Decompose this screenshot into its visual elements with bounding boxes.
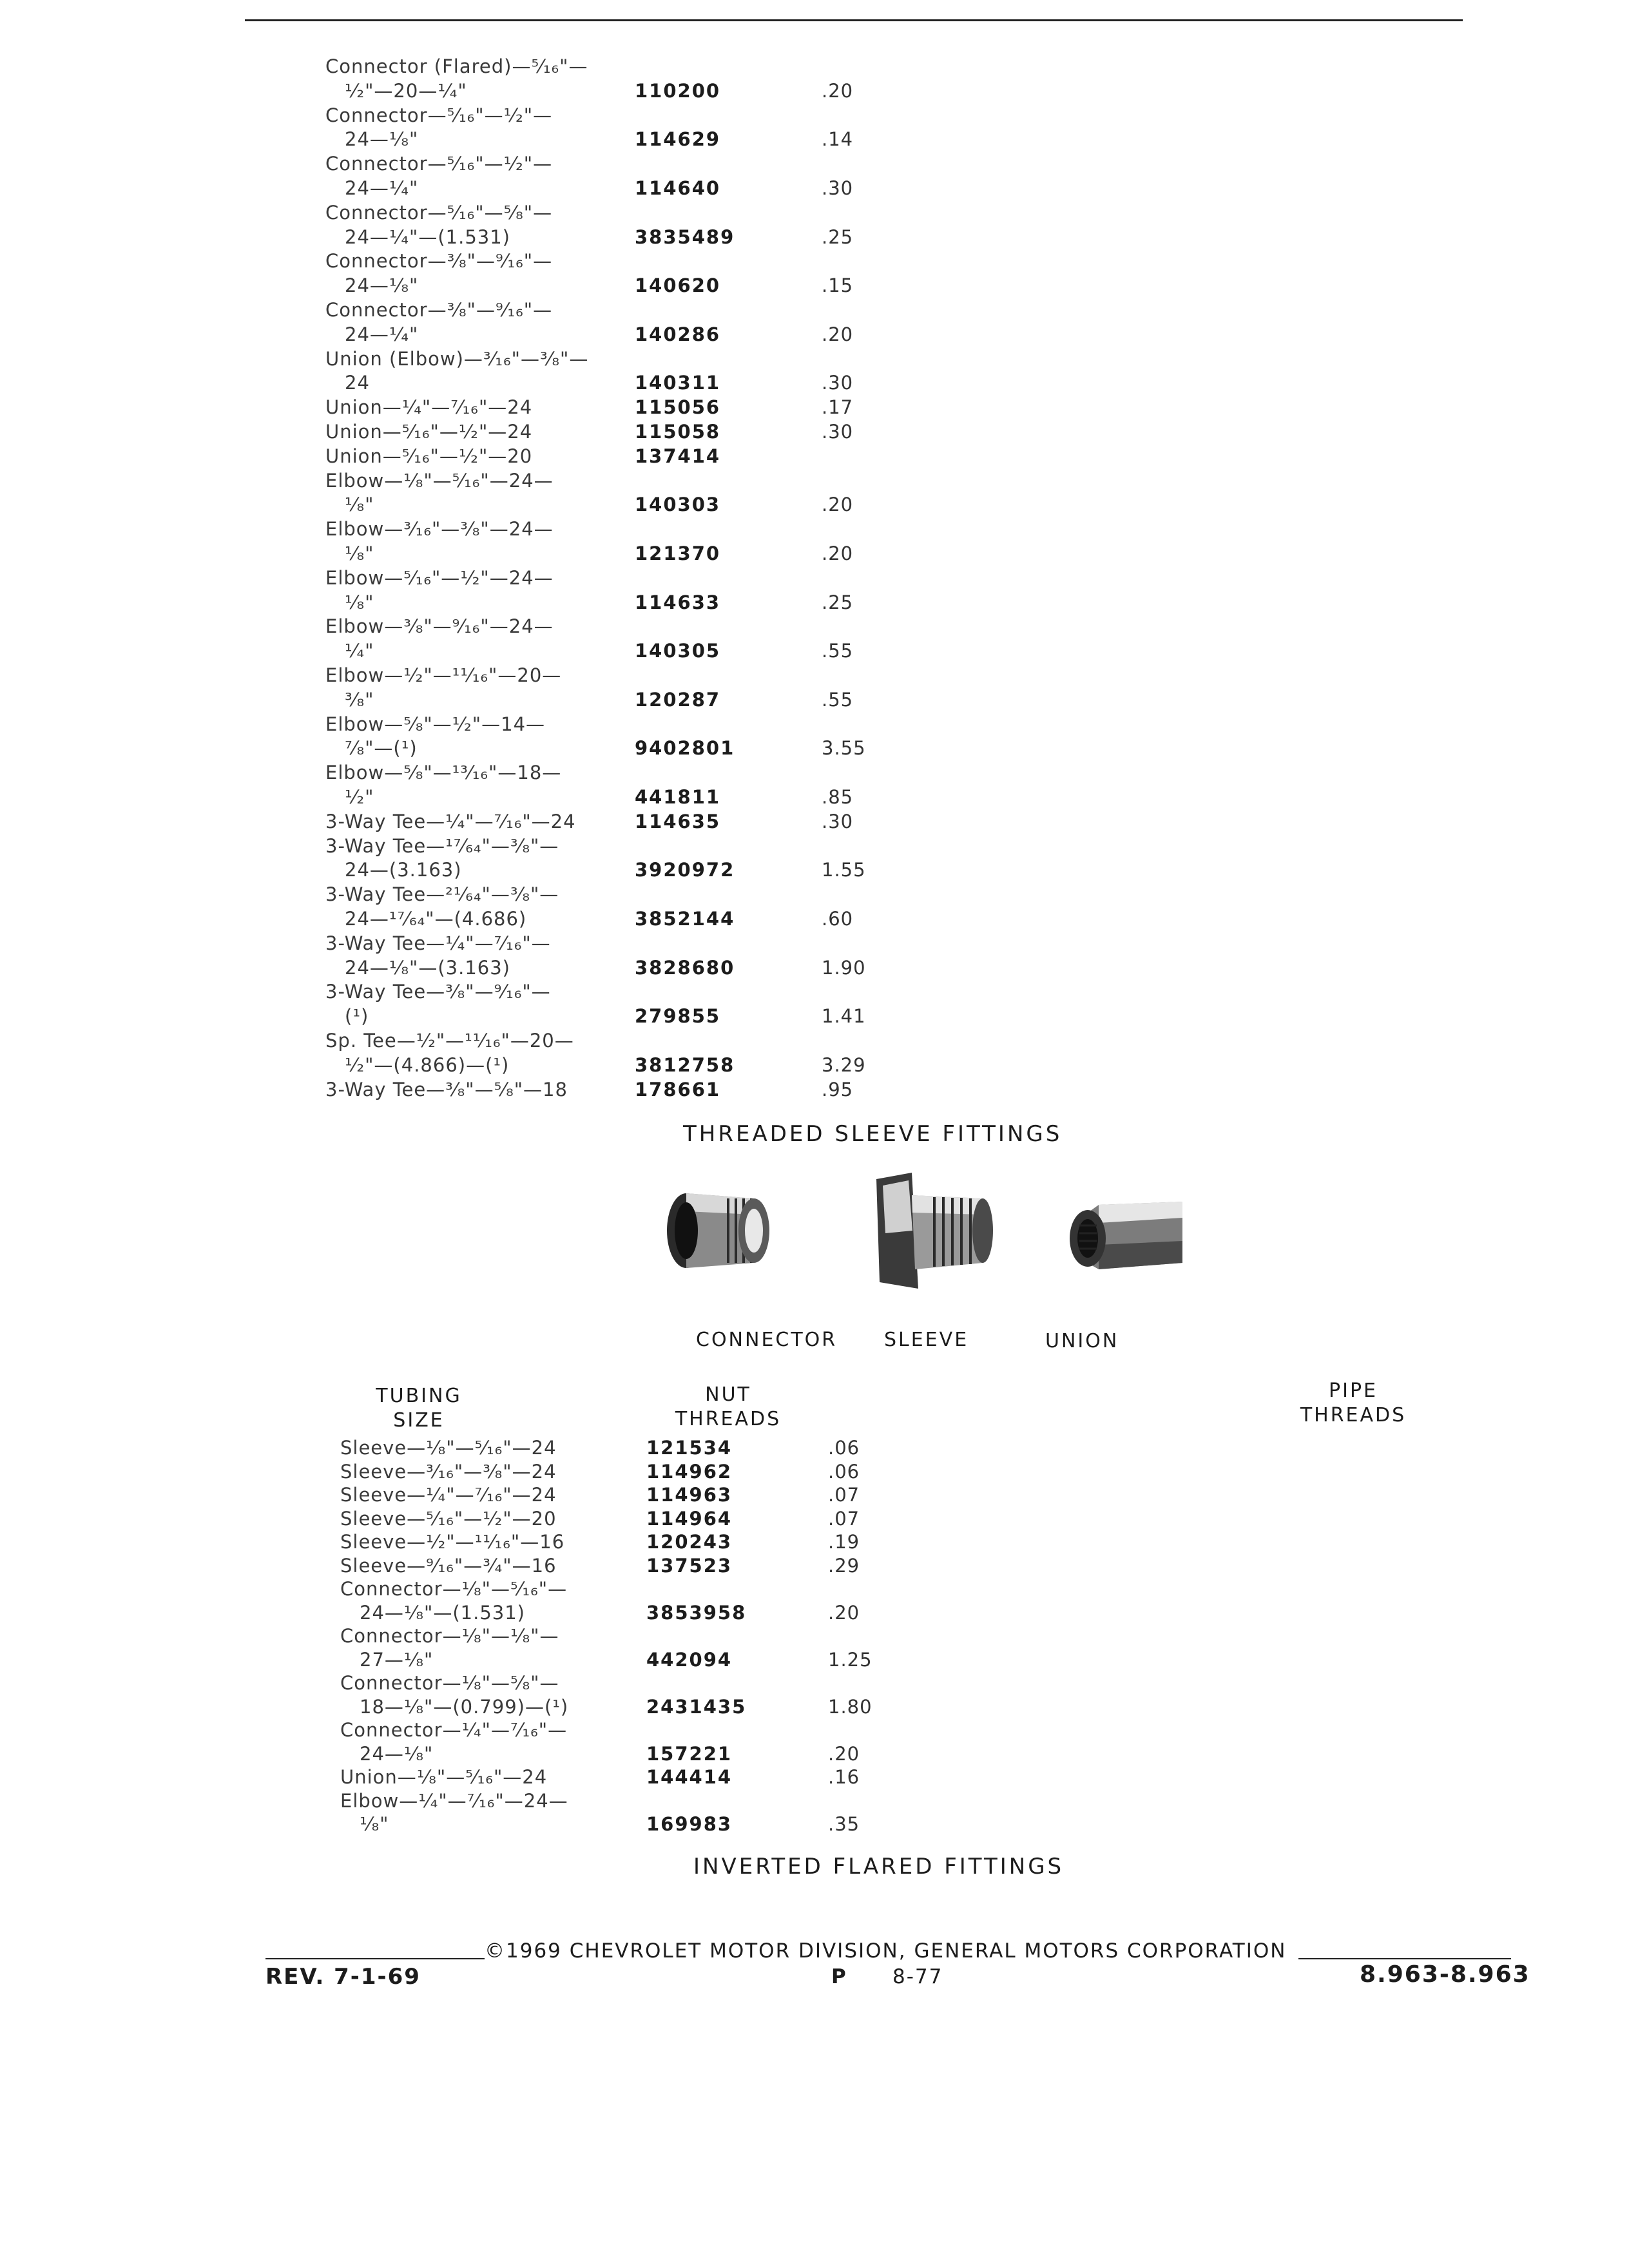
- column-header-tubing-line2: SIZE: [393, 1409, 445, 1432]
- part-price: .85: [822, 786, 854, 808]
- part-number: 140620: [635, 274, 721, 297]
- footer-copyright: ©1969 CHEVROLET MOTOR DIVISION, GENERAL MOTORS CORPORATION: [485, 1939, 1287, 1963]
- part-description-line: Connector—³⁄₈"—⁹⁄₁₆"—: [325, 299, 553, 321]
- part-price: .30: [822, 177, 854, 199]
- union-fitting-image: [1063, 1192, 1192, 1282]
- column-header-pipe-threads: [1276, 1379, 1431, 1428]
- part-description-line: 24—(3.163): [345, 859, 462, 881]
- part-number: 114640: [635, 177, 721, 199]
- part-description-line: ⁷⁄₈"—(¹): [345, 737, 418, 760]
- part-description-line: Sp. Tee—¹⁄₂"—¹¹⁄₁₆"—20—: [325, 1030, 574, 1052]
- column-header-tubing-line1: TUBING: [376, 1385, 462, 1407]
- part-description-line: Connector—³⁄₈"—⁹⁄₁₆"—: [325, 250, 553, 273]
- part-price: 1.55: [822, 859, 866, 881]
- part-price: .07: [828, 1507, 860, 1530]
- part-description-line: Connector—¹⁄₈"—¹⁄₈"—: [340, 1625, 559, 1647]
- part-description-line: 24—¹⁄₈"—(3.163): [345, 956, 510, 979]
- part-description-line: Elbow—¹⁄₄"—⁷⁄₁₆"—24—: [340, 1789, 568, 1812]
- part-description-line: 24—¹⁄₈": [345, 274, 419, 297]
- part-description-line: Sleeve—³⁄₁₆"—³⁄₈"—24: [340, 1460, 557, 1483]
- part-description-line: Union—⁵⁄₁₆"—¹⁄₂"—20: [325, 445, 533, 467]
- footer-page-number: 8-77: [892, 1965, 943, 1988]
- part-description-line: Elbow—³⁄₁₆"—³⁄₈"—24—: [325, 518, 554, 541]
- top-rule: [245, 19, 1463, 21]
- part-price: 1.41: [822, 1005, 866, 1028]
- part-number: 121534: [646, 1437, 733, 1459]
- part-number: 157221: [646, 1742, 733, 1765]
- part-description-line: 24—¹⁄₄": [345, 323, 419, 345]
- part-number: 3835489: [635, 226, 735, 248]
- part-description-line: 24—¹⁷⁄₆₄"—(4.686): [345, 908, 527, 930]
- part-number: 120243: [646, 1531, 733, 1553]
- part-number: 178661: [635, 1078, 721, 1100]
- part-description-line: Connector—⁵⁄₁₆"—⁵⁄₈"—: [325, 201, 553, 224]
- part-description-line: 24—¹⁄₈"—(1.531): [360, 1601, 525, 1624]
- column-header-tubing-size: [335, 1384, 503, 1433]
- part-price: .20: [822, 79, 854, 102]
- part-description-line: 24—¹⁄₈": [360, 1742, 434, 1765]
- part-number: 3812758: [635, 1053, 735, 1076]
- footer-rule-left: [265, 1958, 485, 1959]
- section-heading-threaded-sleeve: THREADED SLEEVE FITTINGS: [683, 1121, 1063, 1147]
- part-description-line: Connector—⁵⁄₁₆"—¹⁄₂"—: [325, 153, 553, 175]
- footer-rule-right: [1298, 1958, 1511, 1959]
- part-number: 442094: [646, 1648, 733, 1671]
- column-header-nut-line1: NUT: [705, 1383, 751, 1406]
- part-number: 169983: [646, 1813, 733, 1835]
- part-price: .20: [822, 494, 854, 516]
- part-price: .06: [828, 1460, 860, 1483]
- part-description-line: 27—¹⁄₈": [360, 1648, 434, 1671]
- part-price: .20: [822, 323, 854, 345]
- part-number: 144414: [646, 1766, 733, 1788]
- part-description-line: Union (Elbow)—³⁄₁₆"—³⁄₈"—: [325, 347, 589, 370]
- part-number: 279855: [635, 1005, 721, 1028]
- part-price: .55: [822, 640, 854, 662]
- part-number: 114629: [635, 128, 721, 151]
- part-number: 137523: [646, 1554, 733, 1577]
- caption-union: UNION: [1045, 1330, 1119, 1352]
- part-description-line: ¹⁄₈": [345, 494, 374, 516]
- part-price: .60: [822, 908, 854, 930]
- footer-page-prefix: P: [831, 1965, 847, 1988]
- part-number: 115056: [635, 396, 721, 419]
- column-header-pipe-line1: PIPE: [1329, 1379, 1378, 1402]
- part-number: 3852144: [635, 908, 735, 930]
- part-number: 115058: [635, 421, 721, 443]
- part-description-line: 24—¹⁄₄": [345, 177, 419, 199]
- part-number: 114635: [635, 810, 721, 832]
- part-description-line: Elbow—⁵⁄₈"—¹³⁄₁₆"—18—: [325, 762, 562, 784]
- connector-fitting-image: [657, 1179, 793, 1282]
- part-price: .14: [822, 128, 854, 151]
- part-number: 114633: [635, 591, 721, 613]
- part-description-line: 24—¹⁄₈": [345, 128, 419, 151]
- part-number: 2431435: [646, 1695, 747, 1718]
- part-description-line: Elbow—⁵⁄₁₆"—¹⁄₂"—24—: [325, 566, 554, 589]
- part-price: .20: [828, 1742, 860, 1765]
- part-price: .16: [828, 1766, 860, 1788]
- part-price: .30: [822, 421, 854, 443]
- part-description-line: ³⁄₈": [345, 688, 374, 711]
- part-description-line: Connector—⁵⁄₁₆"—¹⁄₂"—: [325, 104, 553, 126]
- column-header-pipe-line2: THREADS: [1300, 1404, 1407, 1427]
- part-price: .30: [822, 810, 854, 832]
- part-number: 114963: [646, 1484, 733, 1506]
- part-description-line: Elbow—⁵⁄₈"—¹⁄₂"—14—: [325, 713, 546, 735]
- part-number: 114962: [646, 1460, 733, 1483]
- part-number: 120287: [635, 688, 721, 711]
- caption-connector: CONNECTOR: [696, 1329, 838, 1351]
- caption-sleeve: SLEEVE: [884, 1329, 969, 1351]
- part-description-line: 3-Way Tee—¹⁄₄"—⁷⁄₁₆"—24: [325, 810, 576, 832]
- part-price: 1.80: [828, 1695, 872, 1718]
- part-description-line: 18—¹⁄₈"—(0.799)—(¹): [360, 1695, 569, 1718]
- part-number: 441811: [635, 786, 721, 808]
- sleeve-fitting-image: [857, 1166, 999, 1295]
- part-number: 3828680: [635, 956, 735, 979]
- part-number: 3920972: [635, 859, 735, 881]
- part-description-line: Sleeve—⁹⁄₁₆"—³⁄₄"—16: [340, 1554, 557, 1577]
- part-price: .20: [828, 1601, 860, 1624]
- part-description-line: Elbow—³⁄₈"—⁹⁄₁₆"—24—: [325, 615, 554, 638]
- part-description-line: ¹⁄₂": [345, 786, 374, 808]
- part-number: 140286: [635, 323, 721, 345]
- part-price: .19: [828, 1531, 860, 1553]
- column-header-nut-line2: THREADS: [675, 1408, 782, 1430]
- part-description-line: Connector—¹⁄₈"—⁵⁄₁₆"—: [340, 1578, 568, 1600]
- part-description-line: 24—¹⁄₄"—(1.531): [345, 226, 510, 248]
- part-number: 140305: [635, 640, 721, 662]
- part-price: .25: [822, 591, 854, 613]
- part-description-line: Sleeve—¹⁄₄"—⁷⁄₁₆"—24: [340, 1484, 557, 1506]
- part-price: .29: [828, 1554, 860, 1577]
- part-number: 140311: [635, 372, 721, 394]
- part-price: .15: [822, 274, 854, 297]
- part-description-line: Sleeve—¹⁄₂"—¹¹⁄₁₆"—16: [340, 1531, 565, 1553]
- part-description-line: Elbow—¹⁄₈"—⁵⁄₁₆"—24—: [325, 469, 554, 492]
- part-description-line: ¹⁄₄": [345, 640, 374, 662]
- part-price: 1.25: [828, 1648, 872, 1671]
- part-description-line: Union—¹⁄₄"—⁷⁄₁₆"—24: [325, 396, 533, 419]
- footer-revision: REV. 7-1-69: [265, 1964, 421, 1990]
- part-description-line: (¹): [345, 1005, 369, 1028]
- part-description-line: ¹⁄₈": [360, 1813, 389, 1835]
- part-price: .06: [828, 1437, 860, 1459]
- part-price: 1.90: [822, 956, 866, 979]
- part-description-line: 3-Way Tee—¹⁷⁄₆₄"—³⁄₈"—: [325, 834, 559, 857]
- part-number: 140303: [635, 494, 721, 516]
- part-number: 121370: [635, 543, 721, 564]
- part-description-line: 3-Way Tee—³⁄₈"—⁵⁄₈"—18: [325, 1078, 568, 1100]
- part-description-line: Sleeve—¹⁄₈"—⁵⁄₁₆"—24: [340, 1437, 557, 1459]
- part-price: .35: [828, 1813, 860, 1835]
- part-price: .95: [822, 1078, 854, 1100]
- part-description-line: 3-Way Tee—³⁄₈"—⁹⁄₁₆"—: [325, 981, 551, 1003]
- column-header-nut-threads: [651, 1383, 805, 1432]
- part-description-line: 3-Way Tee—¹⁄₄"—⁷⁄₁₆"—: [325, 932, 551, 954]
- part-description-line: ¹⁄₈": [345, 591, 374, 613]
- part-description-line: 24: [345, 372, 370, 394]
- part-number: 137414: [635, 445, 721, 467]
- part-description-line: Connector (Flared)—⁵⁄₁₆"—: [325, 55, 588, 77]
- section-heading-inverted-flared: INVERTED FLARED FITTINGS: [693, 1854, 1065, 1879]
- part-price: .30: [822, 372, 854, 394]
- part-description-line: ¹⁄₂"—(4.866)—(¹): [345, 1053, 510, 1076]
- part-price: .07: [828, 1484, 860, 1506]
- footer-group-number: 8.963-8.963: [1360, 1961, 1530, 1988]
- part-description-line: Sleeve—⁵⁄₁₆"—¹⁄₂"—20: [340, 1507, 557, 1530]
- part-description-line: Union—⁵⁄₁₆"—¹⁄₂"—24: [325, 421, 533, 443]
- part-description-line: Connector—¹⁄₄"—⁷⁄₁₆"—: [340, 1719, 568, 1741]
- part-description-line: 3-Way Tee—²¹⁄₆₄"—³⁄₈"—: [325, 883, 559, 906]
- part-price: 3.55: [822, 737, 866, 760]
- part-price: 3.29: [822, 1053, 866, 1076]
- part-description-line: ¹⁄₈": [345, 543, 374, 564]
- part-price: .17: [822, 396, 854, 419]
- part-description-line: ¹⁄₂"—20—¹⁄₄": [345, 79, 467, 102]
- part-number: 3853958: [646, 1601, 747, 1624]
- part-price: .20: [822, 543, 854, 564]
- part-description-line: Elbow—¹⁄₂"—¹¹⁄₁₆"—20—: [325, 664, 562, 686]
- part-description-line: Union—¹⁄₈"—⁵⁄₁₆"—24: [340, 1766, 548, 1788]
- part-description-line: Connector—¹⁄₈"—⁵⁄₈"—: [340, 1672, 559, 1694]
- part-price: .25: [822, 226, 854, 248]
- part-price: .55: [822, 688, 854, 711]
- part-number: 110200: [635, 79, 721, 102]
- part-number: 9402801: [635, 737, 735, 760]
- part-number: 114964: [646, 1507, 733, 1530]
